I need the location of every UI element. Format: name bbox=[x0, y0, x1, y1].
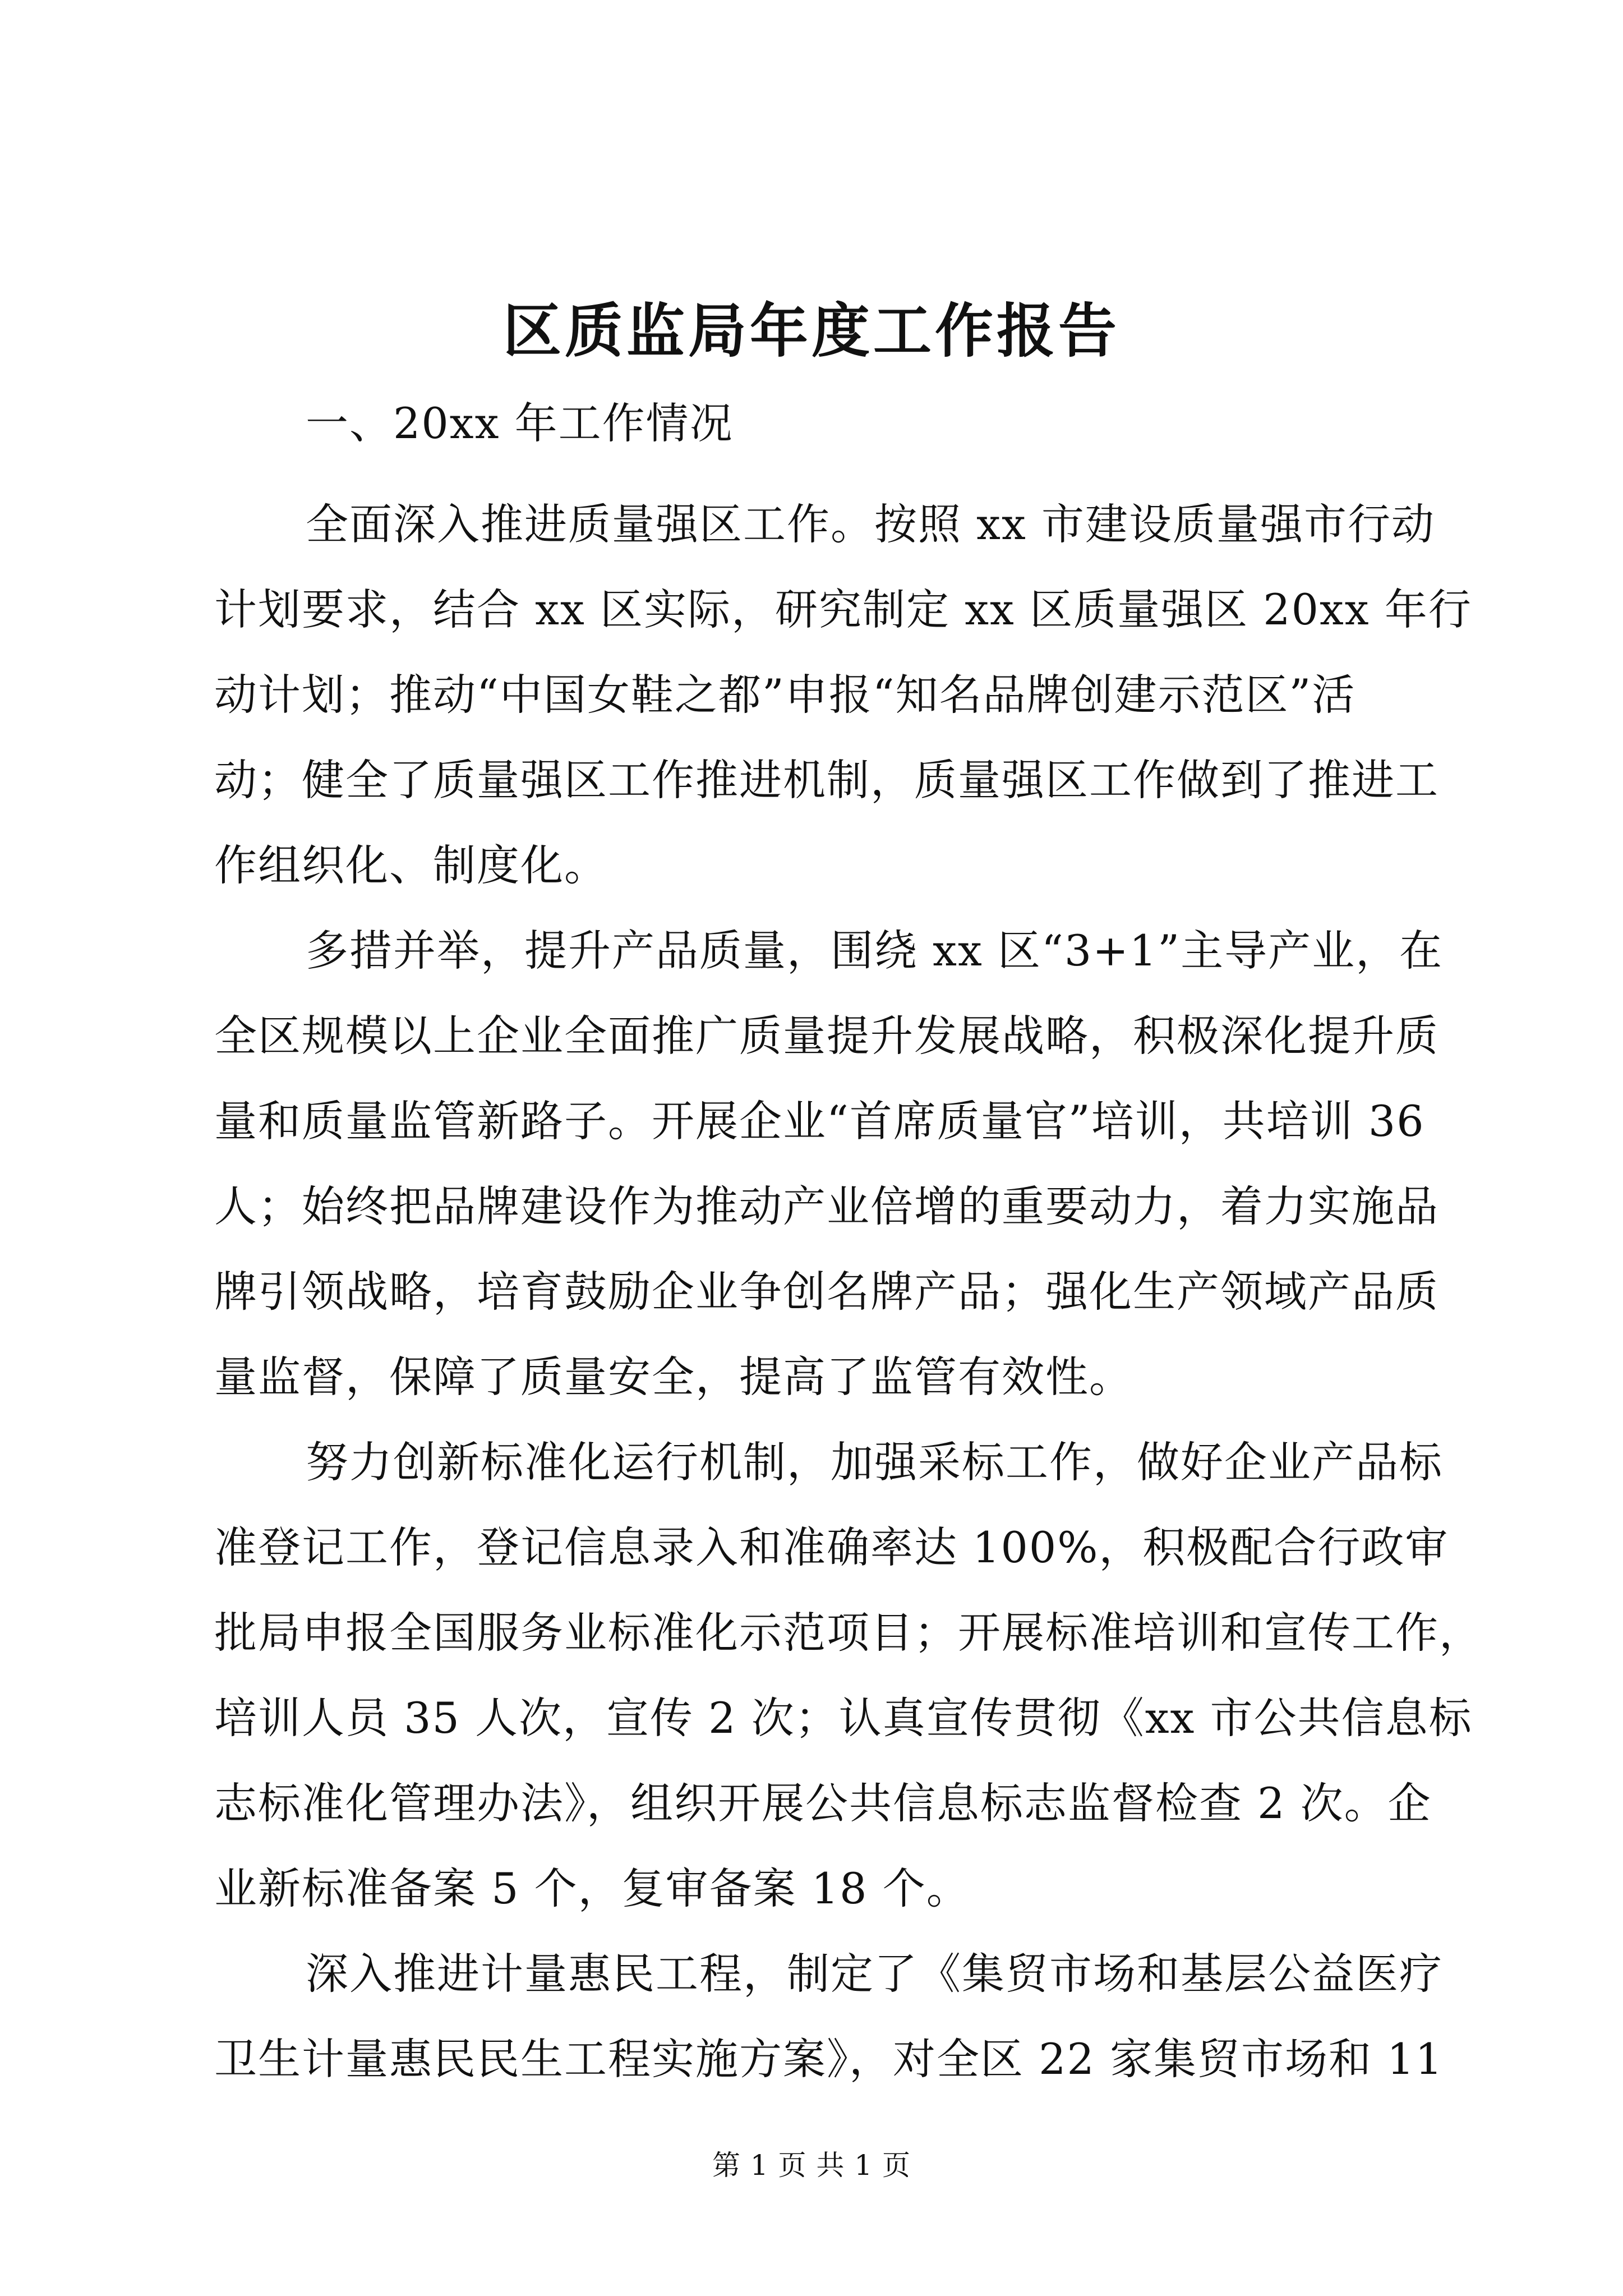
page-footer: 第 1 页 共 1 页 bbox=[712, 2149, 911, 2182]
paragraph-3-line-3: 批局申报全国服务业标准化示范项目；开展标准培训和宣传工作， bbox=[214, 1608, 1483, 1658]
paragraph-3-line-1: 努力创新标准化运行机制，加强采标工作，做好企业产品标 bbox=[306, 1437, 1443, 1487]
paragraph-4-line-1: 深入推进计量惠民工程，制定了《集贸市场和基层公益医疗 bbox=[306, 1949, 1443, 1999]
paragraph-3-line-5: 志标准化管理办法》，组织开展公共信息标志监督检查 2 次。企 bbox=[214, 1778, 1432, 1828]
paragraph-3-line-6: 业新标准备案 5 个，复审备案 18 个。 bbox=[214, 1864, 970, 1913]
paragraph-1-line-4: 动；健全了质量强区工作推进机制，质量强区工作做到了推进工 bbox=[214, 755, 1439, 805]
section-heading: 一、20xx 年工作情况 bbox=[306, 398, 734, 448]
paragraph-3-line-2: 准登记工作，登记信息录入和准确率达 100%，积极配合行政审 bbox=[214, 1522, 1449, 1572]
document-title: 区质监局年度工作报告 bbox=[502, 296, 1120, 365]
paragraph-2-line-5: 牌引领战略，培育鼓励企业争创名牌产品；强化生产领域产品质 bbox=[214, 1267, 1439, 1317]
paragraph-2-line-6: 量监督，保障了质量安全，提高了监管有效性。 bbox=[214, 1352, 1133, 1402]
paragraph-2-line-1: 多措并举，提升产品质量，围绕 xx 区“3+1”主导产业，在 bbox=[306, 926, 1444, 976]
paragraph-4-line-2: 卫生计量惠民民生工程实施方案》，对全区 22 家集贸市场和 11 bbox=[214, 2034, 1444, 2084]
paragraph-3-line-4: 培训人员 35 人次，宣传 2 次；认真宣传贯彻《xx 市公共信息标 bbox=[214, 1693, 1473, 1743]
paragraph-1-line-2: 计划要求，结合 xx 区实际，研究制定 xx 区质量强区 20xx 年行 bbox=[214, 585, 1472, 634]
paragraph-2-line-3: 量和质量监管新路子。开展企业“首席质量官”培训，共培训 36 bbox=[214, 1096, 1425, 1146]
paragraph-1-line-1: 全面深入推进质量强区工作。按照 xx 市建设质量强市行动 bbox=[306, 499, 1436, 549]
paragraph-1-line-3: 动计划；推动“中国女鞋之都”申报“知名品牌创建示范区”活 bbox=[214, 670, 1356, 720]
paragraph-2-line-4: 人；始终把品牌建设作为推动产业倍增的重要动力，着力实施品 bbox=[214, 1181, 1439, 1231]
paragraph-2-line-2: 全区规模以上企业全面推广质量提升发展战略，积极深化提升质 bbox=[214, 1011, 1439, 1061]
paragraph-1-line-5: 作组织化、制度化。 bbox=[214, 840, 608, 890]
